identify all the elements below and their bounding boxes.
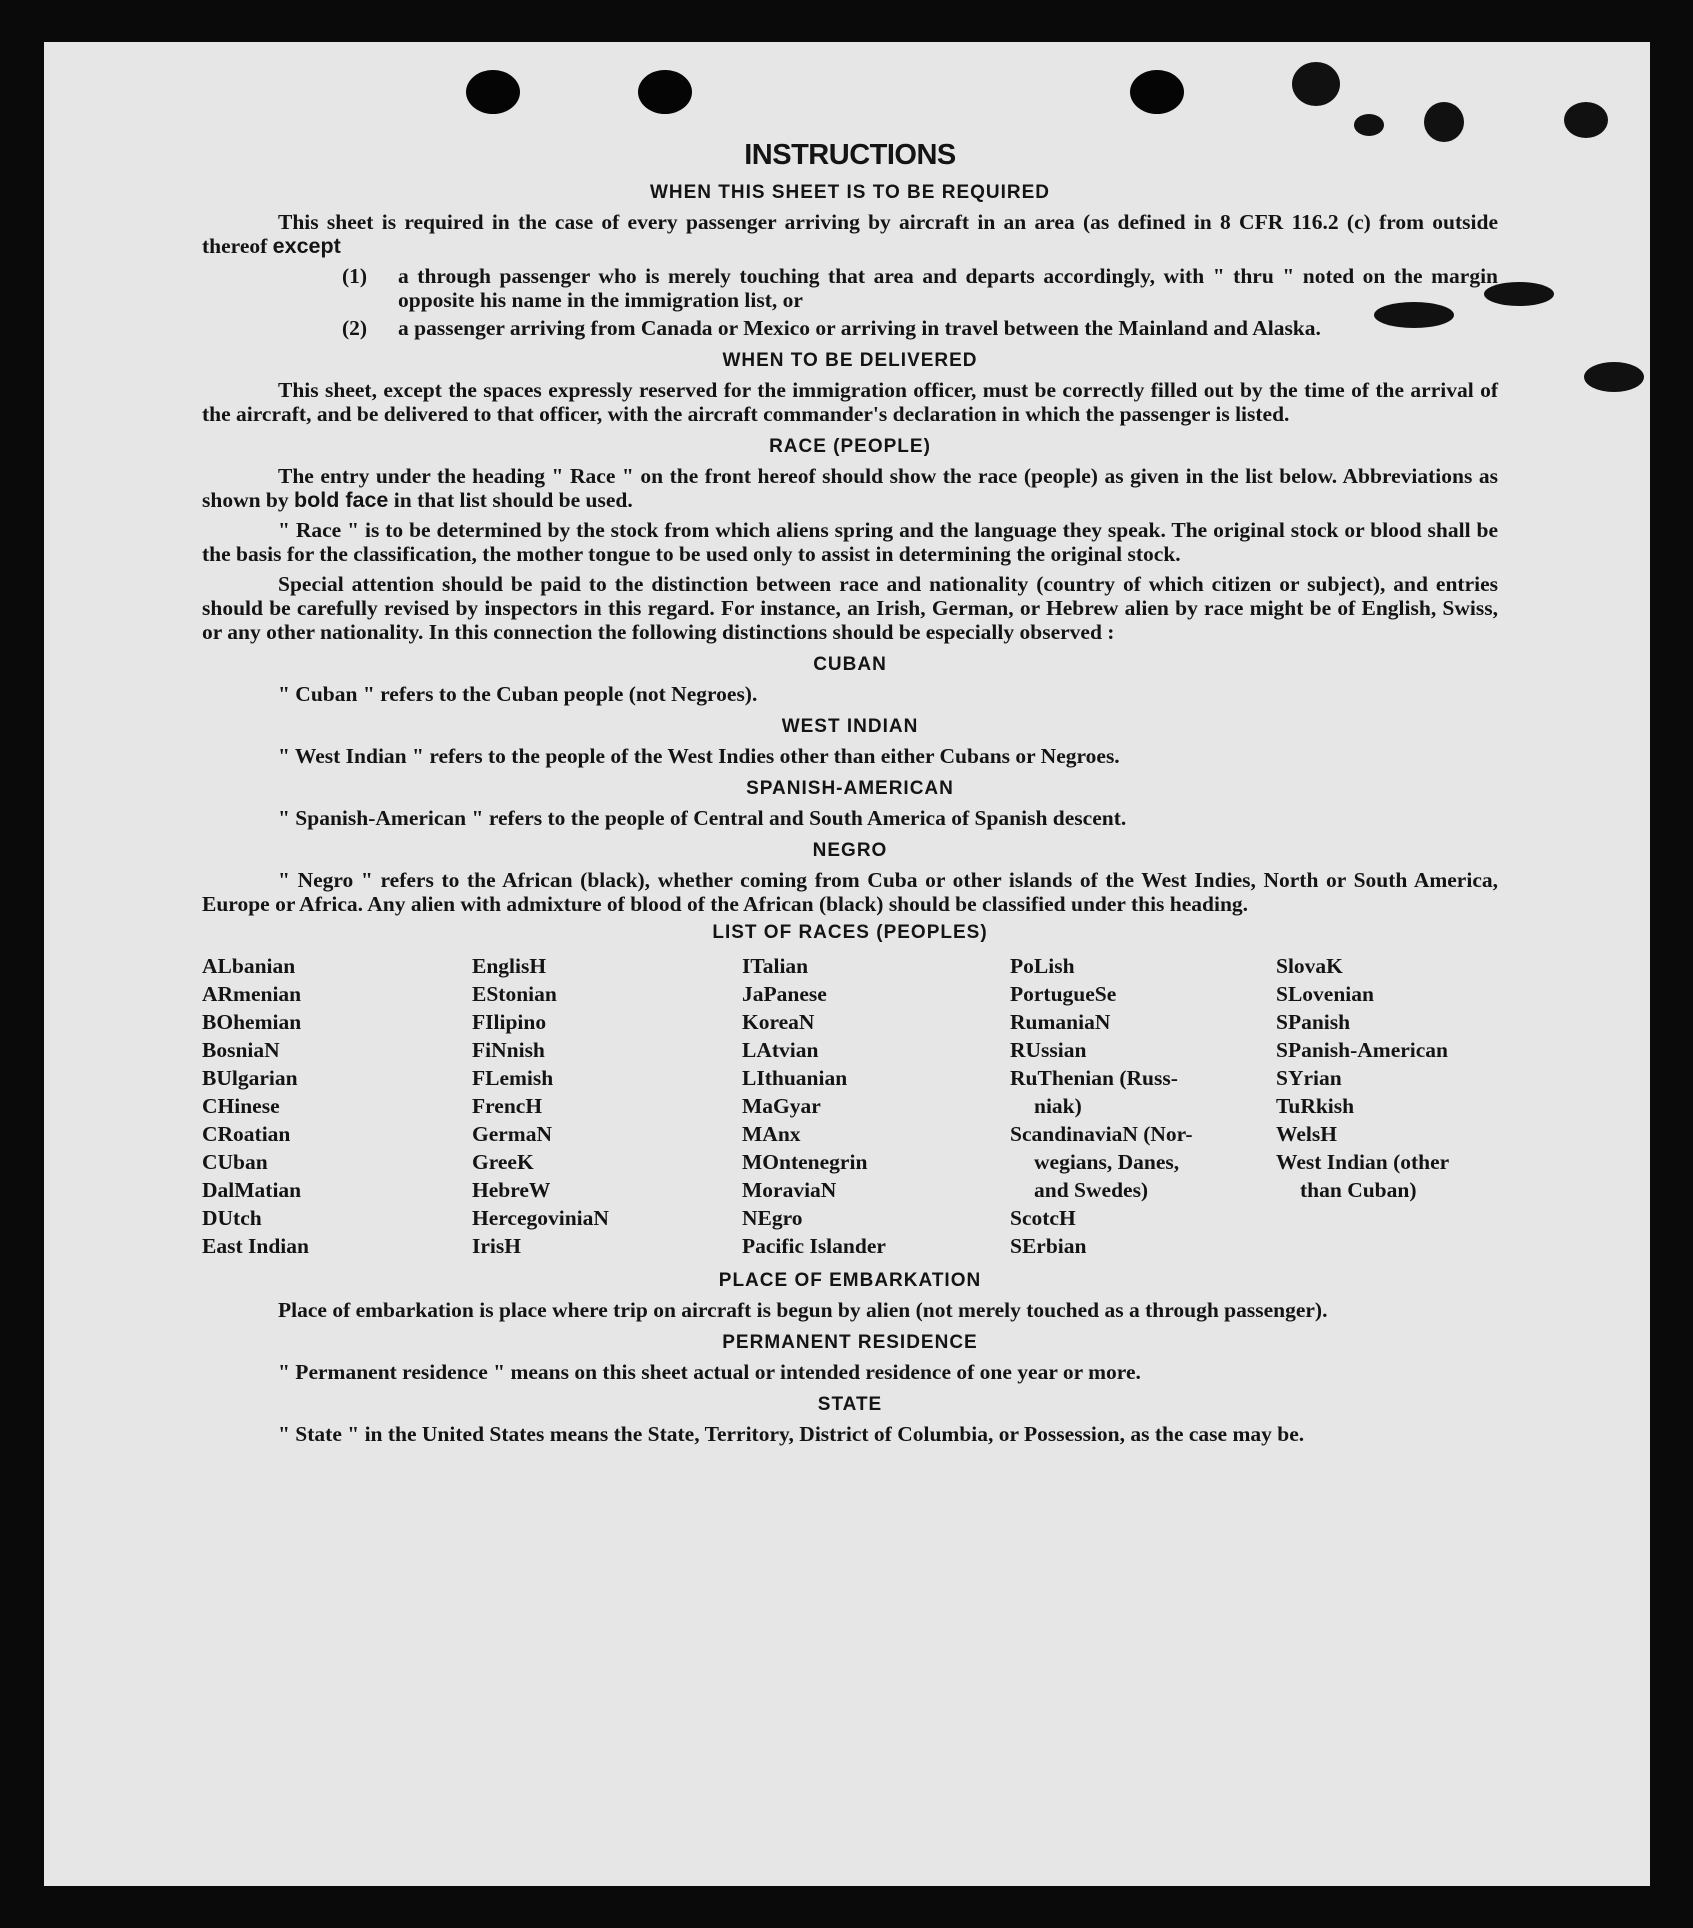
race-item: BUlgarian [202, 1066, 298, 1090]
document-sheet [44, 42, 1650, 1886]
cuban-text: " Cuban " refers to the Cuban people (not Negroes). [278, 682, 758, 706]
race-item: ITalian [742, 954, 809, 978]
races-list [202, 952, 1498, 1260]
intro-bold-except: except [272, 234, 341, 258]
race-item: East Indian [202, 1234, 309, 1258]
race-item: ScotcH [1010, 1206, 1076, 1230]
race-item-continued: wegians, Danes, [1034, 1150, 1180, 1174]
race-item: RuThenian (Russ- [1010, 1066, 1178, 1090]
race-item: JaPanese [742, 982, 827, 1006]
heading-negro: NEGRO [812, 840, 888, 861]
ink-blot [1424, 102, 1464, 142]
race-item: KoreaN [742, 1010, 815, 1034]
state-text: " State " in the United States means the State, Territory, District of Columbia, or Possession, as the case may be. [278, 1422, 1305, 1446]
page-title: INSTRUCTIONS [744, 139, 956, 171]
race-item: DUtch [202, 1206, 262, 1230]
race-item: PortugueSe [1010, 982, 1117, 1006]
heading-permanent-residence: PERMANENT RESIDENCE [722, 1332, 978, 1353]
race-item: SLovenian [1276, 982, 1374, 1006]
exception-item: (2) a passenger arriving from Canada or Mexico or arriving in travel between the Mainland and Alaska. [342, 316, 1321, 340]
race-item: GreeK [472, 1150, 534, 1174]
race-item: SlovaK [1276, 954, 1343, 978]
exception-item: (1) a through passenger who is merely touching that area and departs accordingly, with " thru " noted on the margin opposite his name in the immigration list, or [342, 264, 1498, 312]
race-item: FLemish [472, 1066, 554, 1090]
negro-text: " Negro " refers to the African (black), whether coming from Cuba or other islands of the West Indies, North or South America, Europe or Africa. Any alien with admixture of blood of the African (black) should be classified under this heading. [202, 868, 1498, 916]
race-item: MaGyar [742, 1094, 821, 1118]
races-column [472, 952, 742, 1260]
race-paragraph-2: " Race " is to be determined by the stock from which aliens spring and the language they speak. The original stock or blood shall be the basis for the classification, the mother tongue to be used only to assist in determining the original stock. [202, 518, 1498, 566]
punch-hole [1130, 70, 1184, 114]
race-item: TuRkish [1276, 1094, 1355, 1118]
race-item: HercegoviniaN [472, 1206, 609, 1230]
race-item: CHinese [202, 1094, 280, 1118]
race-item-continued: than Cuban) [1300, 1178, 1417, 1202]
ink-blot [1584, 362, 1644, 392]
heading-when-required: WHEN THIS SHEET IS TO BE REQUIRED [649, 182, 1051, 203]
ink-blot [1564, 102, 1608, 138]
races-column [202, 952, 472, 1260]
permanent-residence-text: " Permanent residence " means on this sheet actual or intended residence of one year or more. [278, 1360, 1141, 1384]
heading-cuban: CUBAN [813, 654, 887, 675]
race-item: SErbian [1010, 1234, 1087, 1258]
race-item: BOhemian [202, 1010, 302, 1034]
race-item: NEgro [742, 1206, 803, 1230]
race-item: FIlipino [472, 1010, 547, 1034]
race-item-continued: niak) [1034, 1094, 1082, 1118]
race-item: FrencH [472, 1094, 543, 1118]
race-item: EnglisH [472, 954, 547, 978]
race-item: West Indian (other [1276, 1150, 1450, 1174]
race-item: ScandinaviaN (Nor- [1010, 1122, 1193, 1146]
punch-hole [466, 70, 520, 114]
race-item: LAtvian [742, 1038, 819, 1062]
race-item: WelsH [1276, 1122, 1337, 1146]
race-item: GermaN [472, 1122, 552, 1146]
instructions-content [202, 138, 1498, 1452]
race-item: DalMatian [202, 1178, 302, 1202]
race-item: CRoatian [202, 1122, 291, 1146]
ink-blot [1354, 114, 1384, 136]
race-item: ALbanian [202, 954, 296, 978]
race-item: RumaniaN [1010, 1010, 1111, 1034]
races-column [1276, 952, 1498, 1260]
race-item: BosniaN [202, 1038, 280, 1062]
spanish-american-text: " Spanish-American " refers to the people of Central and South America of Spanish descent. [278, 806, 1127, 830]
race-item: HebreW [472, 1178, 551, 1202]
race-item: IrisH [472, 1234, 521, 1258]
when-delivered-text: This sheet, except the spaces expressly reserved for the immigration officer, must be correctly filled out by the time of the arrival of the aircraft, and be delivered to that officer, with the aircraft commander's declaration in which the passenger is listed. [202, 378, 1498, 426]
when-required-intro: This sheet is required in the case of every passenger arriving by aircraft in an area (as defined in 8 CFR 116.2 (c) from outside thereof except [202, 210, 1498, 258]
race-paragraph-3: Special attention should be paid to the distinction between race and nationality (country of which citizen or subject), and entries should be carefully revised by inspectors in this regard. For instance, an Irish, German, or Hebrew alien by race might be of English, Swiss, or any other nationality. In this connection the following distinctions should be especially observed : [202, 572, 1498, 644]
race-item-continued: and Swedes) [1034, 1178, 1149, 1202]
heading-list-of-races: LIST OF RACES (PEOPLES) [712, 922, 988, 943]
race-item: MoraviaN [742, 1178, 837, 1202]
race-item: RUssian [1010, 1038, 1087, 1062]
race-paragraph-1: The entry under the heading " Race " on the front hereof should show the race (people) as given in the list below. Abbreviations as shown by bold face in that list should be used. [202, 464, 1498, 512]
race-item: SPanish [1276, 1010, 1351, 1034]
race-item: MOntenegrin [742, 1150, 868, 1174]
heading-embarkation: PLACE OF EMBARKATION [718, 1270, 982, 1291]
heading-when-delivered: WHEN TO BE DELIVERED [722, 350, 978, 371]
race-item: Pacific Islander [742, 1234, 886, 1258]
heading-race: RACE (PEOPLE) [769, 436, 931, 457]
embarkation-text: Place of embarkation is place where trip on aircraft is begun by alien (not merely touched as a through passenger). [278, 1298, 1328, 1322]
race-item: CUban [202, 1150, 268, 1174]
punch-hole [638, 70, 692, 114]
race-item: MAnx [742, 1122, 801, 1146]
west-indian-text: " West Indian " refers to the people of the West Indies other than either Cubans or Negroes. [278, 744, 1120, 768]
race-item: SYrian [1276, 1066, 1342, 1090]
race-item: EStonian [472, 982, 557, 1006]
race-item: SPanish-American [1276, 1038, 1448, 1062]
heading-west-indian: WEST INDIAN [781, 716, 919, 737]
heading-state: STATE [817, 1394, 883, 1415]
races-column [742, 952, 1010, 1260]
race-item: LIthuanian [742, 1066, 848, 1090]
race-item: ARmenian [202, 982, 302, 1006]
races-column [1010, 952, 1276, 1260]
ink-blot [1292, 62, 1340, 106]
race-item: FiNnish [472, 1038, 545, 1062]
heading-spanish-american: SPANISH-AMERICAN [746, 778, 954, 799]
race-item: PoLish [1010, 954, 1075, 978]
